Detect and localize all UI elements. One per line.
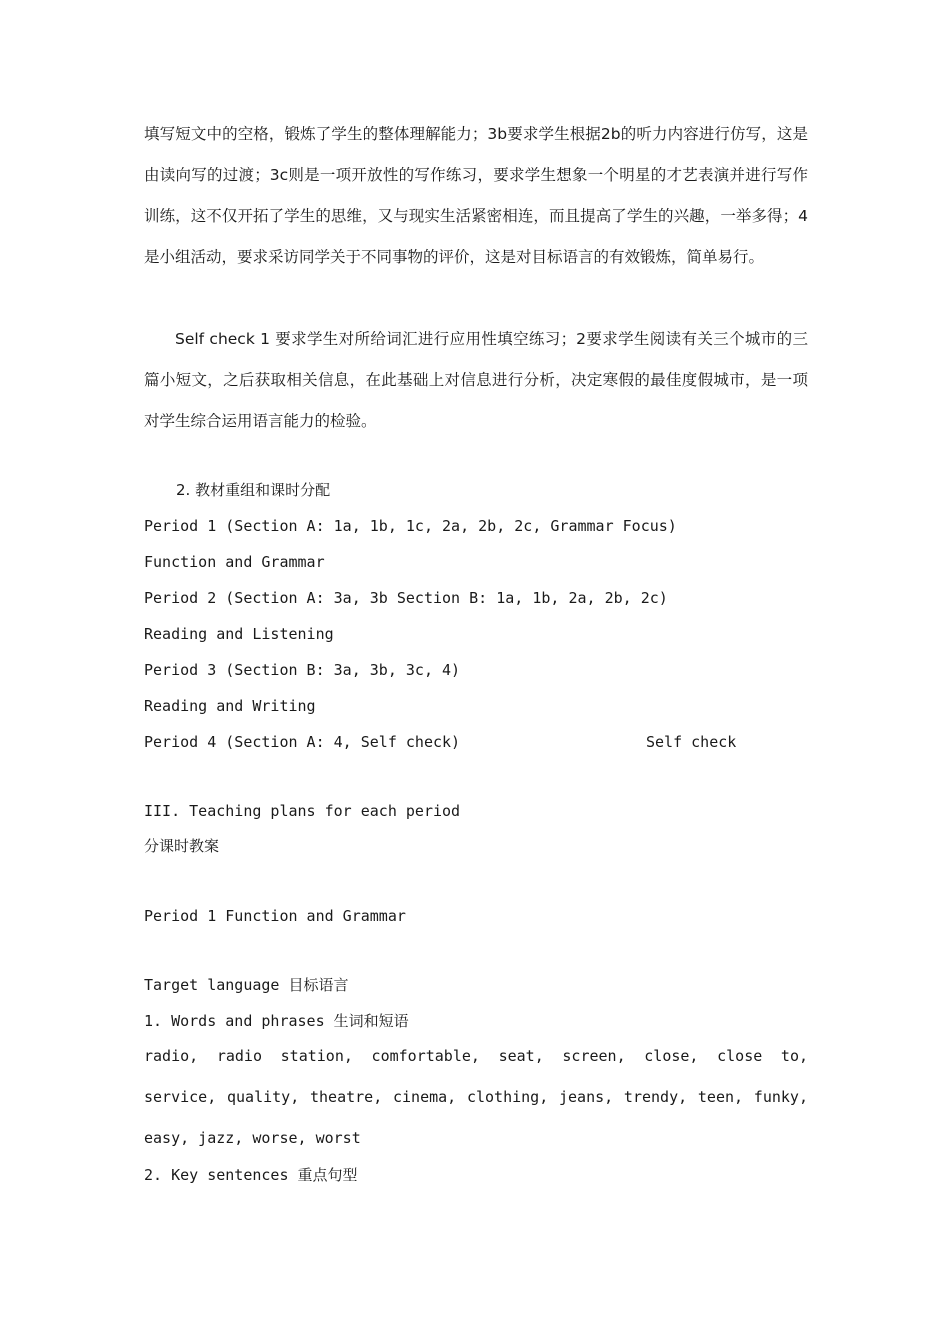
- paragraph-self-check-text: Self check 1 要求学生对所给词汇进行应用性填空练习；2要求学生阅读有关三个城市的三篇小短文，之后获取相关信息，在此基础上对信息进行分析，决定寒假的最佳度假城市，是一项对学生综合运用语言能力的检验。: [144, 330, 808, 430]
- target-language-heading: Target language 目标语言: [144, 976, 349, 994]
- period-4-focus: Self check: [646, 733, 737, 751]
- period-3-focus: Reading and Writing: [144, 697, 316, 715]
- section-heading-teaching-plans-cn: 分课时教案: [144, 837, 220, 855]
- period-2-sections: Period 2 (Section A: 3a, 3b Section B: 1a, 1b, 2a, 2b, 2c): [144, 589, 668, 607]
- period-1-title: Period 1 Function and Grammar: [144, 907, 406, 925]
- period-4-sections: Period 4 (Section A: 4, Self check): [144, 733, 461, 751]
- section-heading-reorganization: 2. 教材重组和课时分配: [176, 481, 331, 499]
- words-phrases-heading: 1. Words and phrases 生词和短语: [144, 1012, 409, 1030]
- key-sentences-heading: 2. Key sentences 重点句型: [144, 1166, 358, 1184]
- vocabulary-list: radio, radio station, comfortable, seat, screen, close, close to, service, quality, theatre, cinema, clothing, jeans, trendy, teen, funky, easy, jazz, worse, worst: [144, 1047, 808, 1147]
- paragraph-self-check: [144, 319, 808, 442]
- paragraph-activities: 填写短文中的空格，锻炼了学生的整体理解能力；3b要求学生根据2b的听力内容进行仿写，这是由读向写的过渡；3c则是一项开放性的写作练习，要求学生想象一个明星的才艺表演并进行写作训练，这不仅开拓了学生的思维，又与现实生活紧密相连，而且提高了学生的兴趣，一举多得；4是小组活动，要求采访同学关于不同事物的评价，这是对目标语言的有效锻炼，简单易行。: [144, 125, 808, 266]
- period-1-sections: Period 1 (Section A: 1a, 1b, 1c, 2a, 2b, 2c, Grammar Focus): [144, 517, 677, 535]
- section-heading-teaching-plans: III. Teaching plans for each period: [144, 802, 461, 820]
- period-2-focus: Reading and Listening: [144, 625, 334, 643]
- period-1-focus: Function and Grammar: [144, 553, 325, 571]
- period-3-sections: Period 3 (Section B: 3a, 3b, 3c, 4): [144, 661, 461, 679]
